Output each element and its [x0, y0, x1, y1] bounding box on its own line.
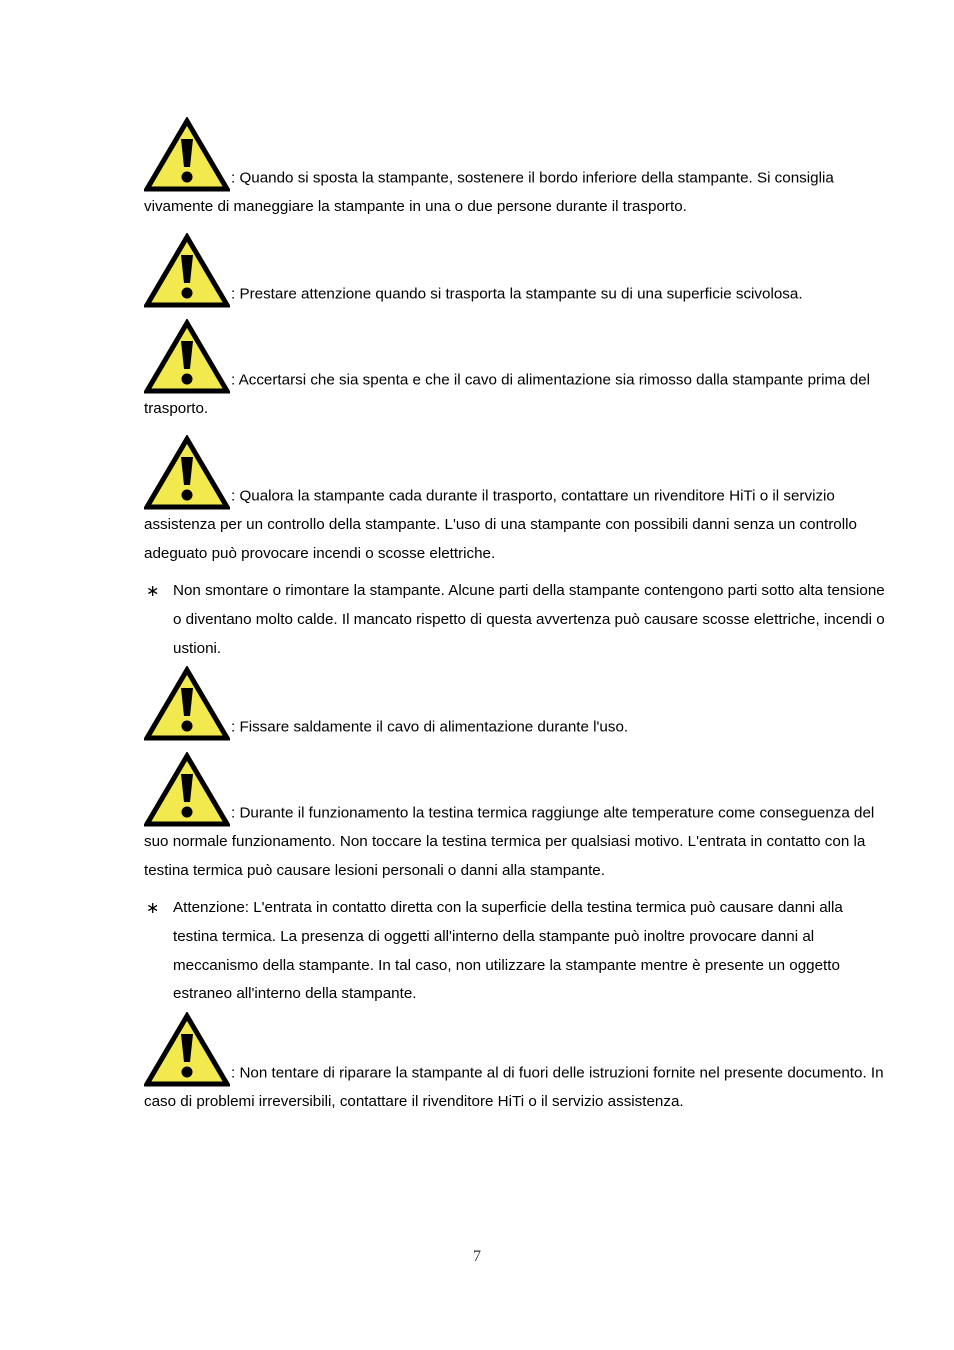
note-text: Attenzione: L'entrata in contatto diretta con la superficie della testina termica può causare danni alla testina termica. La presenza di oggetti all'interno della stampante può inoltre provocare danni al meccanismo della stampante. In tal caso, non utilizzare la stampante mentre è presente un oggetto estraneo all'interno della stampante.	[173, 899, 843, 1003]
warning-text: : Durante il funzionamento la testina termica raggiunge alte temperature come conseguenza del suo normale funzionamento. Non toccare la testina termica per qualsiasi motivo. L'entrata in contatto con la testina termica può causare lesioni personali o danni alla stampante.	[144, 804, 875, 879]
note-item	[144, 577, 889, 663]
warning-text: : Qualora la stampante cada durante il trasporto, contattare un rivenditore HiTi o il servizio assistenza per un controllo della stampante. L'uso di una stampante con possibili danni senza un controllo adeguato può provocare incendi o scosse elettriche.	[144, 487, 857, 562]
warning-text: : Prestare attenzione quando si trasporta la stampante su di una superficie scivolosa.	[231, 285, 803, 303]
warning-paragraph	[144, 117, 889, 222]
warning-triangle-icon	[144, 319, 230, 395]
warning-text: : Fissare saldamente il cavo di alimentazione durante l'uso.	[231, 718, 629, 736]
warning-triangle-icon	[144, 1012, 230, 1088]
warning-triangle-icon	[144, 666, 230, 742]
note-text: Non smontare o rimontare la stampante. Alcune parti della stampante contengono parti sotto alta tensione o diventano molto calde. Il mancato rispetto di questa avvertenza può causare scosse elettriche, incendi o ustioni.	[173, 582, 885, 657]
warning-paragraph	[144, 233, 889, 309]
warning-paragraph	[144, 666, 889, 742]
warning-triangle-icon	[144, 117, 230, 193]
warning-paragraph	[144, 752, 889, 885]
asterisk-bullet: ∗	[146, 898, 160, 917]
warning-text: : Accertarsi che sia spenta e che il cavo di alimentazione sia rimosso dalla stampante prima del trasporto.	[144, 371, 871, 417]
warning-text: : Non tentare di riparare la stampante al di fuori delle istruzioni fornite nel presente documento. In caso di problemi irreversibili, contattare il rivenditore HiTi o il servizio assistenza.	[144, 1064, 884, 1110]
warning-paragraph	[144, 1012, 889, 1117]
note-item	[144, 894, 889, 1009]
warning-triangle-icon	[144, 435, 230, 511]
warning-paragraph	[144, 435, 889, 568]
warning-paragraph	[144, 319, 889, 424]
asterisk-bullet: ∗	[146, 581, 160, 600]
warning-triangle-icon	[144, 752, 230, 828]
page-number: 7	[473, 1248, 481, 1265]
warning-triangle-icon	[144, 233, 230, 309]
warning-text: : Quando si sposta la stampante, sostenere il bordo inferiore della stampante. Si consiglia vivamente di maneggiare la stampante in una o due persone durante il trasporto.	[144, 169, 834, 215]
